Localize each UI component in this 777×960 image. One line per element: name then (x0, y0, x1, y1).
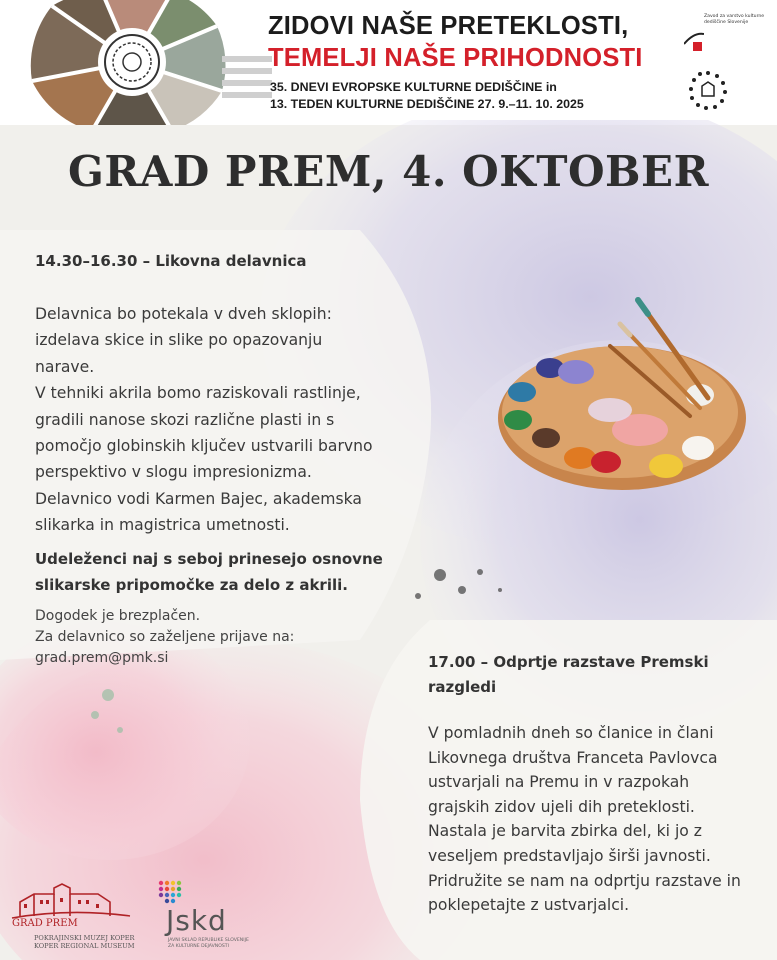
grad-prem-name: GRAD PREM (12, 918, 78, 929)
workshop-requirements-line: slikarske pripomočke za delo z akrili. (35, 576, 348, 594)
zvkds-text: Zavod za varstvo kulturne dediščine Slovenije (704, 14, 765, 25)
castle-logo-icon (10, 880, 135, 920)
exhibition-description-line: Likovnega društva Franceta Pavlovca (428, 748, 718, 767)
exhibition-description-line: Nastala je barvita zbirka del, ki jo z (428, 822, 702, 841)
zvkds-logo-icon (684, 22, 704, 62)
exhibition-description-line: veseljem predstavljajo širši javnosti. (428, 846, 711, 865)
museum-name-en: KOPER REGIONAL MUSEUM (34, 942, 135, 950)
workshop-description-line: Delavnica bo potekala v dveh sklopih: (35, 305, 332, 323)
workshop-heading: 14.30–16.30 – Likovna delavnica (35, 252, 307, 270)
paint-palette-icon (490, 290, 750, 505)
page-title: GRAD PREM, 4. OKTOBER (68, 147, 709, 196)
registration-note: Za delavnico so zaželjene prijave na: (35, 629, 295, 645)
exhibition-description (428, 721, 768, 918)
workshop-description-line: Delavnico vodi Karmen Bajec, akademska (35, 489, 362, 508)
exhibition-heading (428, 650, 758, 700)
workshop-registration-note (35, 606, 415, 669)
jskd-name-line2: ZA KULTURNE DEJAVNOSTI (168, 944, 229, 949)
banner-subtitle-line2: 13. TEDEN KULTURNE DEDIŠČINE 27. 9.–11. 10. 2025 (270, 97, 584, 111)
grad-prem-logo (10, 880, 135, 960)
exhibition-description-line: poklepetajte z ustvarjalci. (428, 896, 630, 915)
registration-email: grad.prem@pmk.si (35, 650, 169, 666)
workshop-requirements (35, 546, 415, 598)
workshop-description-line: izdelava skice in slike po opazovanju (35, 331, 323, 350)
workshop-description-line: slikarka in magistrica umetnosti. (35, 516, 290, 535)
workshop-requirements-line: Udeleženci naj s seboj prinesejo osnovne (35, 550, 383, 568)
exhibition-description-line: Pridružite se nam na odprtju razstave in (428, 871, 741, 890)
exhibition-heading-line: razgledi (428, 678, 497, 696)
header-banner (0, 0, 777, 125)
workshop-description-line: narave. (35, 357, 95, 376)
banner-subtitle-line1: 35. DNEVI EVROPSKE KULTURNE DEDIŠČINE in (270, 80, 557, 94)
exhibition-description-line: V pomladnih dneh so članice in člani (428, 724, 714, 742)
workshop-description (35, 301, 425, 539)
heritage-collage-icon (22, 0, 272, 125)
workshop-description-line: perspektivo v slogu impresionizma. (35, 463, 312, 482)
heritage-stars-icon (688, 70, 728, 110)
workshop-description-line: V tehniki akrila bomo raziskovali rastlinje, (35, 384, 361, 403)
banner-title-line1: ZIDOVI NAŠE PRETEKLOSTI, (268, 12, 629, 40)
workshop-description-line: pomočjo globinskih ključev ustvarili barvno (35, 437, 373, 456)
jskd-logo (158, 880, 268, 960)
free-event-note: Dogodek je brezplačen. (35, 608, 201, 624)
exhibition-description-line: grajskih zidov ujeli dih preteklosti. (428, 797, 695, 816)
jskd-wordmark: Jskd (166, 904, 227, 937)
museum-name: POKRAJINSKI MUZEJ KOPER (34, 934, 135, 942)
exhibition-heading-line: 17.00 – Odprtje razstave Premski (428, 653, 709, 671)
zvkds-logo (684, 12, 774, 60)
banner-title-line2: TEMELJI NAŠE PRIHODNOSTI (268, 44, 643, 72)
jskd-color-dots-icon (158, 880, 188, 904)
jskd-name-line1: JAVNI SKLAD REPUBLIKE SLOVENIJE (168, 938, 249, 943)
exhibition-description-line: ustvarjali na Premu in v razpokah (428, 773, 690, 792)
workshop-description-line: gradili nanose skozi različne plasti in s (35, 410, 335, 429)
